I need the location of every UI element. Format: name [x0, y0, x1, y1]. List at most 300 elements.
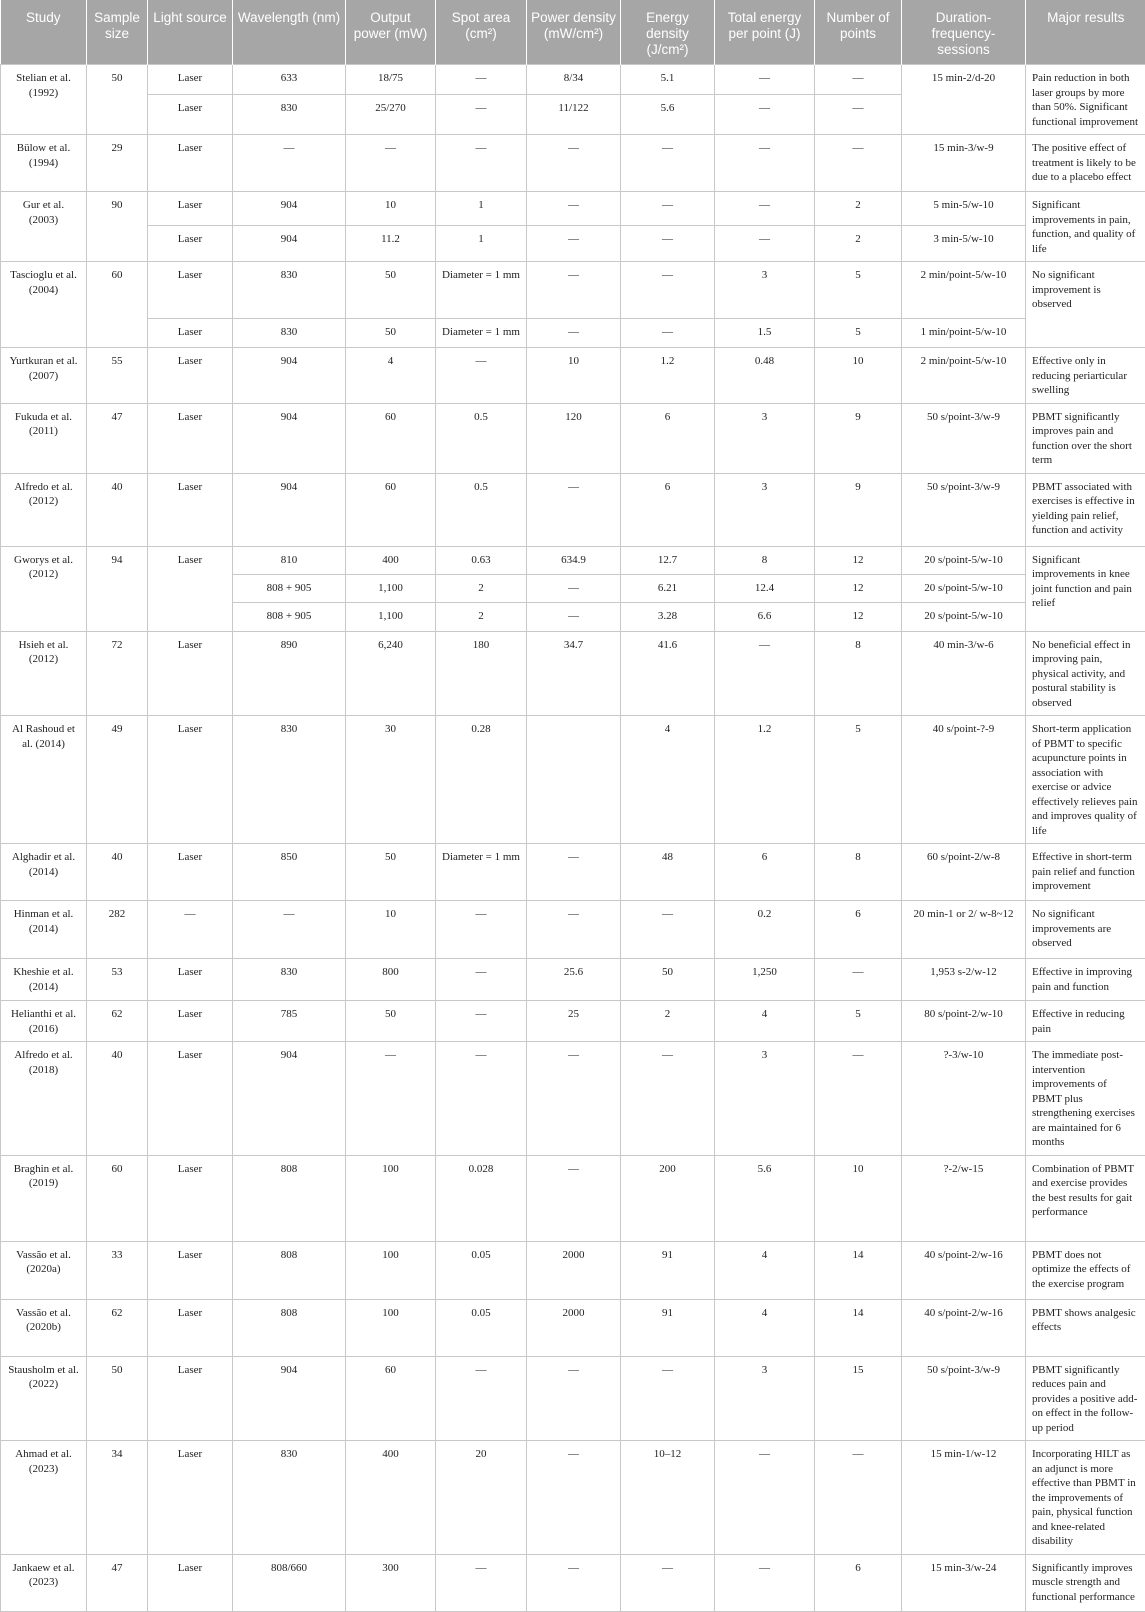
total-energy-cell: 4 [715, 1241, 815, 1299]
number-of-points-cell: — [815, 94, 902, 134]
wavelength-cell: 904 [233, 192, 346, 226]
energy-density-cell: 91 [621, 1241, 715, 1299]
header-duration: Duration-frequency-sessions [902, 0, 1026, 65]
wavelength-cell: — [233, 901, 346, 959]
study-cell: Alghadir et al. (2014) [1, 844, 87, 901]
number-of-points-cell: 12 [815, 574, 902, 602]
wavelength-cell: 904 [233, 1356, 346, 1441]
light-source-cell: Laser [148, 473, 233, 546]
energy-density-cell: 5.1 [621, 65, 715, 95]
light-source-cell: Laser [148, 192, 233, 226]
duration-cell: 15 min-1/w-12 [902, 1441, 1026, 1555]
number-of-points-cell: — [815, 135, 902, 192]
light-source-cell: Laser [148, 1042, 233, 1156]
duration-cell: 40 s/point-2/w-16 [902, 1241, 1026, 1299]
duration-cell: 3 min-5/w-10 [902, 226, 1026, 262]
energy-density-cell: 50 [621, 959, 715, 1001]
number-of-points-cell: 8 [815, 631, 902, 716]
wavelength-cell: 808 [233, 1155, 346, 1241]
study-cell: Helianthi et al. (2016) [1, 1001, 87, 1042]
table-row [1, 1554, 1145, 1611]
number-of-points-cell: 2 [815, 192, 902, 226]
sample-size-cell: 53 [87, 959, 148, 1001]
total-energy-cell: — [715, 94, 815, 134]
total-energy-cell: — [715, 135, 815, 192]
major-results-cell: No significant improvements are observed [1026, 901, 1145, 959]
total-energy-cell: 0.2 [715, 901, 815, 959]
table-body [1, 65, 1145, 1612]
header-spot-area: Spot area (cm²) [436, 0, 527, 65]
wavelength-cell: 890 [233, 631, 346, 716]
wavelength-cell: 830 [233, 716, 346, 844]
light-source-cell: Laser [148, 1001, 233, 1042]
duration-cell: 20 s/point-5/w-10 [902, 602, 1026, 631]
sample-size-cell: 50 [87, 1356, 148, 1441]
number-of-points-cell: 10 [815, 1155, 902, 1241]
wavelength-cell: 808 + 905 [233, 602, 346, 631]
study-cell: Vassão et al. (2020a) [1, 1241, 87, 1299]
table-row [1, 65, 1145, 95]
duration-cell: 50 s/point-3/w-9 [902, 403, 1026, 473]
power-density-cell [527, 716, 621, 844]
power-density-cell: 11/122 [527, 94, 621, 134]
study-cell: Al Rashoud et al. (2014) [1, 716, 87, 844]
total-energy-cell: 3 [715, 1356, 815, 1441]
study-cell: Hsieh et al. (2012) [1, 631, 87, 716]
major-results-cell: Significant improvements in pain, function, and quality of life [1026, 192, 1145, 262]
spot-area-cell: 180 [436, 631, 527, 716]
major-results-cell: The immediate post-intervention improvements of PBMT plus strengthening exercises are maintained for 6 months [1026, 1042, 1145, 1156]
header-major-results: Major results [1026, 0, 1145, 65]
light-source-cell: Laser [148, 262, 233, 319]
duration-cell: 50 s/point-3/w-9 [902, 1356, 1026, 1441]
sample-size-cell: 40 [87, 473, 148, 546]
total-energy-cell: 1.2 [715, 716, 815, 844]
duration-cell: 1 min/point-5/w-10 [902, 319, 1026, 348]
table-row [1, 901, 1145, 959]
total-energy-cell: — [715, 631, 815, 716]
energy-density-cell: — [621, 1356, 715, 1441]
duration-cell: 1,953 s-2/w-12 [902, 959, 1026, 1001]
output-power-cell: 4 [346, 348, 436, 404]
duration-cell: 40 min-3/w-6 [902, 631, 1026, 716]
energy-density-cell: 2 [621, 1001, 715, 1042]
power-density-cell: — [527, 901, 621, 959]
table-row [1, 403, 1145, 473]
power-density-cell: 2000 [527, 1299, 621, 1356]
number-of-points-cell: 2 [815, 226, 902, 262]
duration-cell: 40 s/point-?-9 [902, 716, 1026, 844]
sample-size-cell: 40 [87, 1042, 148, 1156]
light-source-cell: Laser [148, 348, 233, 404]
number-of-points-cell: — [815, 65, 902, 95]
major-results-cell: Effective in reducing pain [1026, 1001, 1145, 1042]
wavelength-cell: 904 [233, 348, 346, 404]
power-density-cell: — [527, 226, 621, 262]
wavelength-cell: 808 [233, 1299, 346, 1356]
study-cell: Gur et al. (2003) [1, 192, 87, 262]
light-source-cell: Laser [148, 844, 233, 901]
power-density-cell: 120 [527, 403, 621, 473]
table-row [1, 473, 1145, 546]
duration-cell: 15 min-3/w-24 [902, 1554, 1026, 1611]
table-row [1, 348, 1145, 404]
output-power-cell: 50 [346, 262, 436, 319]
power-density-cell: — [527, 135, 621, 192]
study-cell: Gworys et al. (2012) [1, 546, 87, 631]
sample-size-cell: 90 [87, 192, 148, 262]
wavelength-cell: 904 [233, 473, 346, 546]
total-energy-cell: — [715, 1441, 815, 1555]
number-of-points-cell: — [815, 959, 902, 1001]
number-of-points-cell: 5 [815, 1001, 902, 1042]
energy-density-cell: — [621, 1042, 715, 1156]
number-of-points-cell: 5 [815, 262, 902, 319]
number-of-points-cell: 8 [815, 844, 902, 901]
wavelength-cell: 904 [233, 403, 346, 473]
spot-area-cell: — [436, 1001, 527, 1042]
output-power-cell: 60 [346, 473, 436, 546]
study-cell: Vassão et al. (2020b) [1, 1299, 87, 1356]
duration-cell: 2 min/point-5/w-10 [902, 348, 1026, 404]
power-density-cell: 25.6 [527, 959, 621, 1001]
wavelength-cell: 850 [233, 844, 346, 901]
wavelength-cell: 830 [233, 959, 346, 1001]
number-of-points-cell: 6 [815, 1554, 902, 1611]
light-source-cell: Laser [148, 1241, 233, 1299]
output-power-cell: 100 [346, 1241, 436, 1299]
spot-area-cell: 1 [436, 226, 527, 262]
light-source-cell: Laser [148, 65, 233, 95]
total-energy-cell: — [715, 226, 815, 262]
duration-cell: ?-2/w-15 [902, 1155, 1026, 1241]
total-energy-cell: 1,250 [715, 959, 815, 1001]
table-row [1, 1042, 1145, 1156]
sample-size-cell: 62 [87, 1001, 148, 1042]
duration-cell: 80 s/point-2/w-10 [902, 1001, 1026, 1042]
major-results-cell: PBMT shows analgesic effects [1026, 1299, 1145, 1356]
wavelength-cell: — [233, 135, 346, 192]
spot-area-cell: 0.28 [436, 716, 527, 844]
spot-area-cell: 0.5 [436, 403, 527, 473]
wavelength-cell: 810 [233, 546, 346, 574]
output-power-cell: 50 [346, 1001, 436, 1042]
light-source-cell: Laser [148, 135, 233, 192]
total-energy-cell: 4 [715, 1299, 815, 1356]
duration-cell: 15 min-3/w-9 [902, 135, 1026, 192]
major-results-cell: No significant improvement is observed [1026, 262, 1145, 348]
number-of-points-cell: 12 [815, 546, 902, 574]
output-power-cell: — [346, 1042, 436, 1156]
energy-density-cell: — [621, 1554, 715, 1611]
table-row [1, 1356, 1145, 1441]
output-power-cell: 18/75 [346, 65, 436, 95]
study-cell: Alfredo et al. (2018) [1, 1042, 87, 1156]
study-cell: Alfredo et al. (2012) [1, 473, 87, 546]
output-power-cell: 1,100 [346, 602, 436, 631]
power-density-cell: — [527, 1441, 621, 1555]
header-sample-size: Sample size [87, 0, 148, 65]
power-density-cell: — [527, 574, 621, 602]
study-cell: Stausholm et al. (2022) [1, 1356, 87, 1441]
power-density-cell: 25 [527, 1001, 621, 1042]
table-row [1, 1001, 1145, 1042]
number-of-points-cell: 5 [815, 716, 902, 844]
output-power-cell: 100 [346, 1155, 436, 1241]
output-power-cell: 6,240 [346, 631, 436, 716]
power-density-cell: — [527, 319, 621, 348]
table-row [1, 1241, 1145, 1299]
major-results-cell: Significantly improves muscle strength and functional performance [1026, 1554, 1145, 1611]
total-energy-cell: 5.6 [715, 1155, 815, 1241]
duration-cell: 20 s/point-5/w-10 [902, 546, 1026, 574]
table-header [1, 0, 1145, 65]
output-power-cell: 10 [346, 901, 436, 959]
table-row [1, 1441, 1145, 1555]
sample-size-cell: 40 [87, 844, 148, 901]
number-of-points-cell: 9 [815, 473, 902, 546]
energy-density-cell: 4 [621, 716, 715, 844]
study-cell: Stelian et al. (1992) [1, 65, 87, 135]
duration-cell: 40 s/point-2/w-16 [902, 1299, 1026, 1356]
study-cell: Ahmad et al. (2023) [1, 1441, 87, 1555]
spot-area-cell: 2 [436, 602, 527, 631]
sample-size-cell: 60 [87, 1155, 148, 1241]
spot-area-cell: 20 [436, 1441, 527, 1555]
number-of-points-cell: 15 [815, 1356, 902, 1441]
output-power-cell: 30 [346, 716, 436, 844]
major-results-cell: PBMT significantly improves pain and function over the short term [1026, 403, 1145, 473]
spot-area-cell: 1 [436, 192, 527, 226]
energy-density-cell: 200 [621, 1155, 715, 1241]
energy-density-cell: — [621, 262, 715, 319]
total-energy-cell: 12.4 [715, 574, 815, 602]
number-of-points-cell: — [815, 1042, 902, 1156]
total-energy-cell: 3 [715, 473, 815, 546]
total-energy-cell: 0.48 [715, 348, 815, 404]
spot-area-cell: — [436, 1042, 527, 1156]
table-row [1, 844, 1145, 901]
spot-area-cell: Diameter = 1 mm [436, 844, 527, 901]
study-cell: Braghin et al. (2019) [1, 1155, 87, 1241]
spot-area-cell: — [436, 1356, 527, 1441]
table-row [1, 135, 1145, 192]
major-results-cell: Incorporating HILT as an adjunct is more effective than PBMT in the improvements of pain, physical function and knee-related disability [1026, 1441, 1145, 1555]
energy-density-cell: 5.6 [621, 94, 715, 134]
energy-density-cell: 1.2 [621, 348, 715, 404]
major-results-cell: Short-term application of PBMT to specific acupuncture points in association with exercise or advice effectively relieves pain and improves quality of life [1026, 716, 1145, 844]
sample-size-cell: 62 [87, 1299, 148, 1356]
study-cell: Hinman et al. (2014) [1, 901, 87, 959]
light-source-cell: Laser [148, 226, 233, 262]
sample-size-cell: 33 [87, 1241, 148, 1299]
total-energy-cell: 3 [715, 1042, 815, 1156]
energy-density-cell: 12.7 [621, 546, 715, 574]
light-source-cell: Laser [148, 716, 233, 844]
light-source-cell: Laser [148, 1441, 233, 1555]
header-light-source: Light source [148, 0, 233, 65]
power-density-cell: — [527, 1042, 621, 1156]
power-density-cell: 8/34 [527, 65, 621, 95]
duration-cell: ?-3/w-10 [902, 1042, 1026, 1156]
power-density-cell: — [527, 1554, 621, 1611]
table-row [1, 262, 1145, 319]
wavelength-cell: 830 [233, 262, 346, 319]
spot-area-cell: — [436, 1554, 527, 1611]
wavelength-cell: 633 [233, 65, 346, 95]
study-cell: Yurtkuran et al. (2007) [1, 348, 87, 404]
output-power-cell: 50 [346, 844, 436, 901]
power-density-cell: — [527, 1155, 621, 1241]
table-row [1, 631, 1145, 716]
power-density-cell: — [527, 602, 621, 631]
total-energy-cell: 8 [715, 546, 815, 574]
light-source-cell: Laser [148, 1356, 233, 1441]
major-results-cell: No beneficial effect in improving pain, physical activity, and postural stability is observed [1026, 631, 1145, 716]
header-output-power: Output power (mW) [346, 0, 436, 65]
output-power-cell: 25/270 [346, 94, 436, 134]
header-power-density: Power density (mW/cm²) [527, 0, 621, 65]
sample-size-cell: 50 [87, 65, 148, 135]
wavelength-cell: 830 [233, 94, 346, 134]
major-results-cell: Effective in improving pain and function [1026, 959, 1145, 1001]
output-power-cell: 50 [346, 319, 436, 348]
header-energy-density: Energy density (J/cm²) [621, 0, 715, 65]
light-source-cell: Laser [148, 94, 233, 134]
power-density-cell: — [527, 473, 621, 546]
power-density-cell: — [527, 1356, 621, 1441]
sample-size-cell: 49 [87, 716, 148, 844]
spot-area-cell: — [436, 959, 527, 1001]
output-power-cell: 10 [346, 192, 436, 226]
sample-size-cell: 72 [87, 631, 148, 716]
sample-size-cell: 47 [87, 1554, 148, 1611]
energy-density-cell: 91 [621, 1299, 715, 1356]
light-source-cell: Laser [148, 959, 233, 1001]
header-study: Study [1, 0, 87, 65]
header-wavelength: Wavelength (nm) [233, 0, 346, 65]
number-of-points-cell: — [815, 1441, 902, 1555]
major-results-cell: PBMT does not optimize the effects of the exercise program [1026, 1241, 1145, 1299]
spot-area-cell: — [436, 65, 527, 95]
output-power-cell: — [346, 135, 436, 192]
table-row [1, 226, 1145, 262]
number-of-points-cell: 6 [815, 901, 902, 959]
wavelength-cell: 904 [233, 1042, 346, 1156]
header-number-of-points: Number of points [815, 0, 902, 65]
sample-size-cell: 282 [87, 901, 148, 959]
major-results-cell: The positive effect of treatment is likely to be due to a placebo effect [1026, 135, 1145, 192]
power-density-cell: 634.9 [527, 546, 621, 574]
wavelength-cell: 808 + 905 [233, 574, 346, 602]
spot-area-cell: — [436, 901, 527, 959]
energy-density-cell: 6 [621, 473, 715, 546]
output-power-cell: 800 [346, 959, 436, 1001]
spot-area-cell: 0.028 [436, 1155, 527, 1241]
number-of-points-cell: 14 [815, 1299, 902, 1356]
total-energy-cell: — [715, 192, 815, 226]
table-row [1, 716, 1145, 844]
wavelength-cell: 904 [233, 226, 346, 262]
study-cell: Jankaew et al. (2023) [1, 1554, 87, 1611]
number-of-points-cell: 9 [815, 403, 902, 473]
table-row [1, 546, 1145, 574]
sample-size-cell: 60 [87, 262, 148, 348]
light-source-cell: Laser [148, 1554, 233, 1611]
duration-cell: 2 min/point-5/w-10 [902, 262, 1026, 319]
spot-area-cell: — [436, 135, 527, 192]
light-source-cell: Laser [148, 546, 233, 631]
study-cell: Bülow et al. (1994) [1, 135, 87, 192]
sample-size-cell: 94 [87, 546, 148, 631]
light-source-cell: Laser [148, 319, 233, 348]
output-power-cell: 100 [346, 1299, 436, 1356]
wavelength-cell: 830 [233, 1441, 346, 1555]
number-of-points-cell: 12 [815, 602, 902, 631]
energy-density-cell: — [621, 319, 715, 348]
spot-area-cell: — [436, 94, 527, 134]
power-density-cell: — [527, 844, 621, 901]
total-energy-cell: — [715, 65, 815, 95]
table-row [1, 192, 1145, 226]
wavelength-cell: 808/660 [233, 1554, 346, 1611]
duration-cell: 50 s/point-3/w-9 [902, 473, 1026, 546]
total-energy-cell: 4 [715, 1001, 815, 1042]
spot-area-cell: 0.05 [436, 1241, 527, 1299]
duration-cell: 20 min-1 or 2/ w-8~12 [902, 901, 1026, 959]
number-of-points-cell: 10 [815, 348, 902, 404]
energy-density-cell: 48 [621, 844, 715, 901]
light-source-cell: Laser [148, 403, 233, 473]
spot-area-cell: — [436, 348, 527, 404]
table-row [1, 319, 1145, 348]
total-energy-cell: 6 [715, 844, 815, 901]
spot-area-cell: 0.5 [436, 473, 527, 546]
total-energy-cell: 3 [715, 403, 815, 473]
major-results-cell: Pain reduction in both laser groups by more than 50%. Significant functional improvement [1026, 65, 1145, 135]
output-power-cell: 400 [346, 546, 436, 574]
total-energy-cell: 1.5 [715, 319, 815, 348]
output-power-cell: 60 [346, 1356, 436, 1441]
major-results-cell: PBMT associated with exercises is effective in yielding pain relief, function and activity [1026, 473, 1145, 546]
duration-cell: 60 s/point-2/w-8 [902, 844, 1026, 901]
study-cell: Fukuda et al. (2011) [1, 403, 87, 473]
power-density-cell: — [527, 262, 621, 319]
light-source-cell: — [148, 901, 233, 959]
major-results-cell: Significant improvements in knee joint function and pain relief [1026, 546, 1145, 631]
energy-density-cell: 6 [621, 403, 715, 473]
wavelength-cell: 785 [233, 1001, 346, 1042]
light-source-cell: Laser [148, 1155, 233, 1241]
sample-size-cell: 55 [87, 348, 148, 404]
output-power-cell: 11.2 [346, 226, 436, 262]
sample-size-cell: 29 [87, 135, 148, 192]
duration-cell: 20 s/point-5/w-10 [902, 574, 1026, 602]
energy-density-cell: 10–12 [621, 1441, 715, 1555]
spot-area-cell: Diameter = 1 mm [436, 262, 527, 319]
wavelength-cell: 830 [233, 319, 346, 348]
sample-size-cell: 47 [87, 403, 148, 473]
spot-area-cell: Diameter = 1 mm [436, 319, 527, 348]
header-row [1, 0, 1145, 65]
power-density-cell: 2000 [527, 1241, 621, 1299]
table-row [1, 959, 1145, 1001]
energy-density-cell: — [621, 901, 715, 959]
header-total-energy: Total energy per point (J) [715, 0, 815, 65]
table-row [1, 1299, 1145, 1356]
output-power-cell: 1,100 [346, 574, 436, 602]
duration-cell: 5 min-5/w-10 [902, 192, 1026, 226]
